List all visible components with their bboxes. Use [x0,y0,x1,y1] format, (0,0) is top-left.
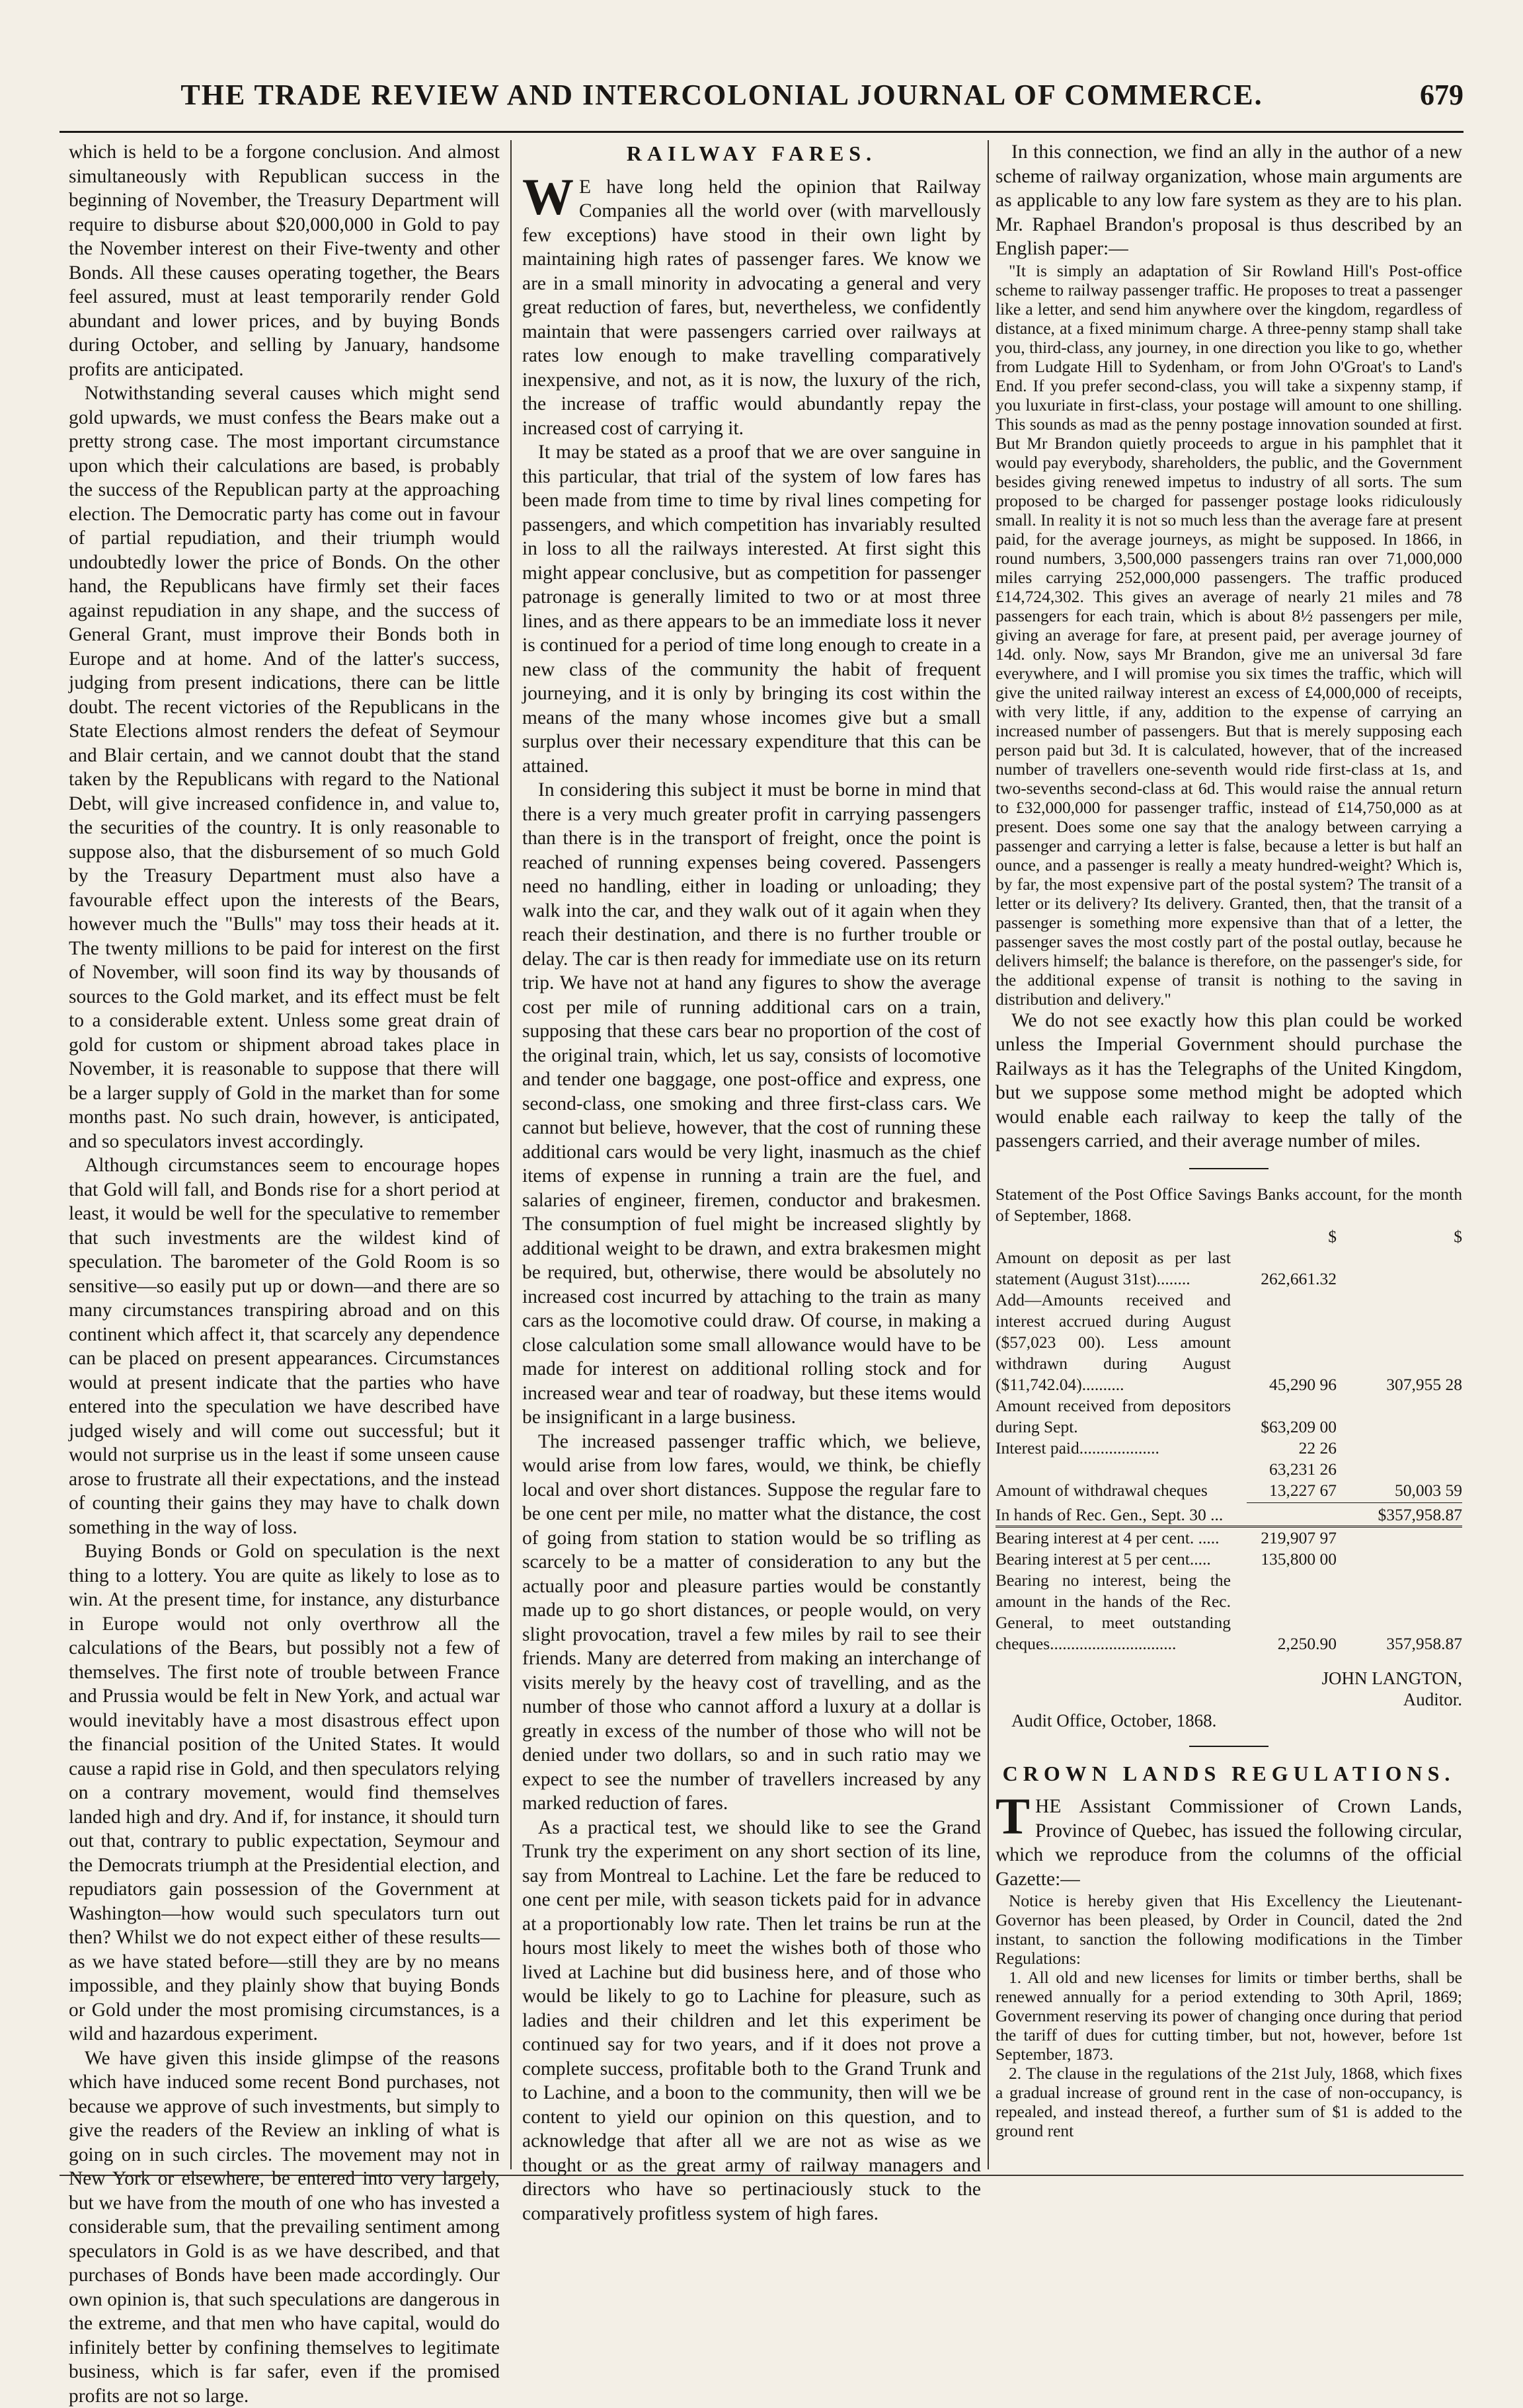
statement-row: Amount received from depositors during Sept. $63,209 00 [996,1395,1462,1438]
statement-row: Bearing interest at 4 per cent. ..... 219,907 97 [996,1528,1462,1549]
article-heading-crown-lands: CROWN LANDS REGULATIONS. [996,1762,1462,1786]
article-paragraph: We do not see exactly how this plan could be worked unless the Imperial Government should purchase the Railways as it has the Telegraphs of the United Kingdom, but we suppose some method might be adopted which would enable each railway to keep the tally of the passengers carried, and their average number of miles. [996,1009,1462,1153]
article-paragraph: In considering this subject it must be borne in mind that there is a very much greater profit in carrying passengers than there is in the transport of freight, once the point is reached of running expenses being covered. Passengers need no handling, either in loading or unloading; they walk into the car, and they walk out of it again when they reach their destination, and there is no further trouble or delay. The car is then ready for immediate use on its return trip. We have not at hand any figures to show the average cost per mile of running additional cars on a train, supposing that these cars bear no proportion of the cost of the original train, which, let us say, consists of locomotive and tender one baggage, one post-office and express, one second-class, one smoking and three first-class cars. We cannot but believe, however, that the cost of running these additional cars would be very light, inasmuch as the chief items of expense in running a train are the fuel, and salaries of engineer, firemen, conductor and brakesmen. The consumption of fuel might be increased slightly by additional weight to be drawn, and extra brakesmen might be required, but, otherwise, there would be absolutely no increased cost incurred by attaching to the train as many cars as the locomotive could draw. Of course, in making a close calculation some small allowance would have to be made for interest on additional rolling stock and for increased wear and tear of roadway, but these items would be insignificant in a large business. [522,778,981,1430]
column-divider [988,140,989,2169]
article-paragraph: In this connection, we find an ally in the author of a new scheme of railway organization, whose main arguments are as applicable to any low fare system as they are to his plan. Mr. Raphael Brandon's proposal is thus described by an English paper:— [996,140,1462,261]
article-paragraph: Although circumstances seem to encourage hopes that Gold will fall, and Bonds rise for a short period at least, it would be well for the speculative to remember that such investments are the wildest kind of speculation. The barometer of the Gold Room is so sensitive—so easily put up or down—and there are so many circumstances transpiring abroad and on this continent which affect it, that scarcely any dependence can be placed on present appearances. Circumstances would at present indicate that the parties who have entered into the speculation we have described have judged wisely and will come out successful; but it would not surprise us in the least if some unseen cause arose to frustrate all their expectations, and the instead of counting their gains they may have to chalk down something in the way of loss. [69,1153,500,1539]
statement-row: Amount on deposit as per last statement (August 31st)........ 262,661.32 [996,1247,1462,1290]
notice-paragraph: Notice is hereby given that His Excellency the Lieutenant-Governor has been pleased, by Order in Council, dated the 2nd instant, to sanction the following modifications in the Timber Regulations: [996,1891,1462,1968]
crown-lands-notice [996,1891,1462,2140]
signer-name: JOHN LANGTON, [996,1668,1462,1689]
statement-title: Statement of the Post Office Savings Banks account, for the month of September, 1868. [996,1184,1462,1226]
quote-paragraph: "It is simply an adaptation of Sir Rowland Hill's Post-office scheme to railway passenger traffic. He proposes to treat a passenger like a letter, and send him anywhere over the kingdom, regardless of distance, at a fixed minimum charge. A three-penny stamp shall take you, third-class, any journey, in one direction you like to go, whether from Ludgate Hill to Sydenham, or from John O'Groat's to Land's End. If you prefer second-class, you will take a sixpenny stamp, if you luxuriate in first-class, your postage will amount to one shilling. This sounds as mad as the penny postage innovation sounded at first. But Mr Brandon quietly proceeds to argue in his pamphlet that it would pay everybody, shareholders, the public, and the Government besides giving renewed impetus to industry of all sorts. The sum proposed to be charged for passenger postage looks ridiculously small. In reality it is not so much less than the average fare at present paid, for the average journeys, as might be supposed. In 1866, in round numbers, 3,500,000 passengers trains ran over 71,000,000 miles carrying 252,000,000 passengers. The traffic produced £14,724,302. This gives an average of nearly 21 miles and 78 passengers for each train, which is about 8½ passengers per mile, giving an average for fare, at present paid, per average journey of 14d. only. Now, says Mr Brandon, give me an universal 3d fare everywhere, and I will promise you six times the traffic, which will give the united railway interest an excess of £4,000,000 of receipts, with very little, if any, addition to the expense of carrying an increased number of passengers. But that is merely supposing each person paid but 3d. It is calculated, however, that of the increased number of travellers one-seventh would ride first-class at 1s, and two-sevenths second-class at 6d. This would raise the annual return to £32,000,000 for passenger traffic, instead of £14,750,000 as at present. Does some one say that the analogy between carrying a passenger and carrying a letter is false, because a letter is but half an ounce, and a passenger is really a meaty hundred-weight? Which is, by far, the most expensive part of the postal system? The transit of a letter or its delivery? Its delivery. Granted, then, that the transit of a passenger is something more expensive than that of a letter, the passenger saves the most costly part of the postal outlay, because he delivers himself; the balance is therefore, on the passenger's side, for the additional expense of transit is nothing to the saving in distribution and delivery." [996,261,1462,1009]
audit-office-date: Audit Office, October, 1868. [996,1710,1462,1731]
statement-row: In hands of Rec. Gen., Sept. 30 ... $357,958.87 [996,1504,1462,1528]
article-paragraph: We have given this inside glimpse of the reasons which have induced some recent Bond purchases, not because we approve of such investments, but simply to give the readers of the Review an inkling of what is going on in such circles. The movement may not in New York or elsewhere, be entered into very largely, but we have from the mouth of one who has invested a considerable sum, that the prevailing sentiment among speculators in Gold is as we have described, and that purchases of Bonds have been made accordingly. Our own opinion is, that such speculations are dangerous in the extreme, and that men who have capital, would do infinitely better by confining themselves to legitimate business, which is far safer, even if the promised profits are not so large. [69,2046,500,2408]
article-heading-railway-fares: RAILWAY FARES. [522,141,981,166]
page-number: 679 [1420,78,1464,112]
statement-row: Interest paid................... 22 26 [996,1438,1462,1459]
statement-row: Add—Amounts received and interest accrued during August ($57,023 00). Less amount withdrawn during August ($11,742.04).......... 45,290 96 307,955 28 [996,1290,1462,1395]
statement-row: 63,231 26 [996,1459,1462,1480]
column-divider [510,140,512,2169]
article-paragraph: W E have long held the opinion that Railway Companies all the world over (with marvellously few exceptions) have stood in their own light by maintaining high rates of passenger fares. We know we are in a small minority in advocating a general and very great reduction of fares, but, nevertheless, we confidently maintain that were passengers carried over railways at rates low enough to make travelling comparatively inexpensive, and not, as it is now, the luxury of the rich, the increase of traffic would abundantly repay the increased cost of carrying it. [522,175,981,441]
column-gold-speculation [69,140,500,2169]
signer-title: Auditor. [996,1689,1462,1710]
masthead-title: THE TRADE REVIEW AND INTERCOLONIAL JOURNAL OF COMMERCE. [59,78,1384,112]
column-railway-fares [522,140,981,2169]
statement-row: Bearing no interest, being the amount in the hands of the Rec. General, to meet outstanding cheques.............................. 2,250.90 357,958.87 [996,1570,1462,1654]
section-divider [1189,1168,1269,1169]
column-brandon-and-statements [996,140,1462,2169]
article-paragraph: which is held to be a forgone conclusion. And almost simultaneously with Republican success in the beginning of November, the Treasury Department will require to disburse about $20,000,000 in Gold to pay the November interest on their Five-twenty and other Bonds. All these causes operating together, the Bears feel assured, must at least temporarily render Gold abundant and lower prices, and by buying Bonds during October, and selling by January, handsome profits are anticipated. [69,140,500,381]
masthead [59,78,1464,133]
statement-row: Amount of withdrawal cheques 13,227 67 50,003 59 [996,1480,1462,1501]
article-paragraph: THE Assistant Commissioner of Crown Lands, Province of Quebec, has issued the following circular, which we reproduce from the columns of the official Gazette:— [996,1795,1462,1891]
article-paragraph: Notwithstanding several causes which might send gold upwards, we must confess the Bears make out a pretty strong case. The most important circumstance upon which their calculations are based, is probably the success of the Republican party at the approaching election. The Democratic party has come out in favour of partial repudiation, and their triumph would undoubtedly lower the price of Bonds. On the other hand, the Republicans have firmly set their faces against repudiation in any shape, and the success of General Grant, must improve their Bonds both in Europe and at home. And of the latter's success, judging from present indications, there can be little doubt. The recent victories of the Republicans in the State Elections almost renders the defeat of Seymour and Blair certain, and we cannot doubt that the stand taken by the Republicans with regard to the National Debt, will give increased confidence in, and value to, the securities of the country. It is only reasonable to suppose also, that the disbursement of so much Gold by the Treasury Department must also have a favourable effect upon the interests of the Bears, however much the "Bulls" may toss their heads at it. The twenty millions to be paid for interest on the first of November, will soon find its way by thousands of sources to the Gold market, and its effect must be felt to a considerable extent. Unless some great drain of gold for custom or shipment abroad takes place in November, it is reasonable to suppose that there will be a larger supply of Gold in the market than for some months past. No such drain, however, is anticipated, and so speculators invest accordingly. [69,381,500,1153]
drop-cap: T [996,1795,1035,1838]
article-paragraph: The increased passenger traffic which, we believe, would arise from low fares, would, we think, be chiefly local and over short distances. Suppose the regular fare to be one cent per mile, no matter what the distance, the cost of going from station to station would be so trifling as scarcely to be a matter of consideration to any but the actually poor and pleasure parties would be constantly made up to go short distances, or people would, on very slight provocation, travel a few miles by rail to see their friends. Many are deterred from making an interchange of visits merely by the heavy cost of travelling, and as the number of those who cannot afford a luxury at a dollar is greatly in excess of the number of those who will not be denied under two dollars, so and in such ratio may we expect to see the number of travellers increased by any marked reduction of fares. [522,1430,981,1816]
article-paragraph: It may be stated as a proof that we are over sanguine in this particular, that trial of the system of low fares has been made from time to time by rival lines competing for passengers, and which competition has invariably resulted in loss to all the railways interested. At first sight this might appear conclusive, but as competition for passenger patronage is generally limited to two or at most three lines, and as there appears to be an immediate loss it never is continued for a period of time long enough to create in a new class of the community the habit of frequent journeying, and it is only by bringing its cost within the means of the many whose incomes give but a small surplus over their necessary expenditure that this can be attained. [522,440,981,778]
quoted-passage [996,261,1462,1009]
article-paragraph: Buying Bonds or Gold on speculation is the next thing to a lottery. You are quite as likely to lose as to win. At the present time, for instance, any disturbance in Europe would not only overthrow all the calculations of the Bears, but possibly not a few of themselves. The first note of trouble between France and Prussia would be felt in New York, and actual war would inevitably have a most disastrous effect upon the financial position of the United States. It would cause a rapid rise in Gold, and then speculators relying on a contrary movement, would find themselves landed high and dry. And if, for instance, it should turn out that, contrary to public expectation, Seymour and the Democrats triumph at the Presidential election, and repudiators gain possession of the Government at Washington—how would such speculators turn out then? Whilst we do not expect either of these results—as we have stated before—still they are by no means impossible, and they plainly show that buying Bonds or Gold under the most promising circumstances, is a wild and hazardous experiment. [69,1539,500,2046]
notice-paragraph: 2. The clause in the regulations of the 21st July, 1868, which fixes a gradual increase of ground rent in the case of non-occupancy, is repealed, and instead thereof, a further sum of $1 is added to the ground rent [996,2064,1462,2140]
statement-rule [1247,1502,1462,1503]
article-paragraph: As a practical test, we should like to see the Grand Trunk try the experiment on any short section of its line, say from Montreal to Lachine. Let the fare be reduced to one cent per mile, with season tickets paid for in advance at a proportionably low rate. Then let trains be run at the hours most likely to meet the wishes both of those who lived at Lachine but did business here, and of those who would be likely to go to Lachine for pleasure, such as ladies and their children and let this experiment be continued say for two years, and if it does not prove a complete success, profitable both to the Grand Trunk and to Lachine, and a boon to the community, then will we be content to yield our opinion on this question, and to acknowledge that after all we are not as wise as we thought or as the great army of railway managers and directors who have so pertinaciously stuck to the comparatively profitless system of high fares. [522,1816,981,2226]
drop-cap: W [522,175,579,219]
notice-paragraph: 1. All old and new licenses for limits or timber berths, shall be renewed annually for a period extending to 30th April, 1869; Government reserving its power of changing once during that period the tariff of dues for cutting timber, but not, however, before 1st September, 1873. [996,1968,1462,2064]
statement-row: Bearing interest at 5 per cent..... 135,800 00 [996,1549,1462,1570]
section-divider [1189,1746,1269,1747]
page-bottom-rule [59,2175,1464,2176]
savings-bank-statement [996,1184,1462,1731]
statement-row: $ $ [996,1226,1462,1247]
